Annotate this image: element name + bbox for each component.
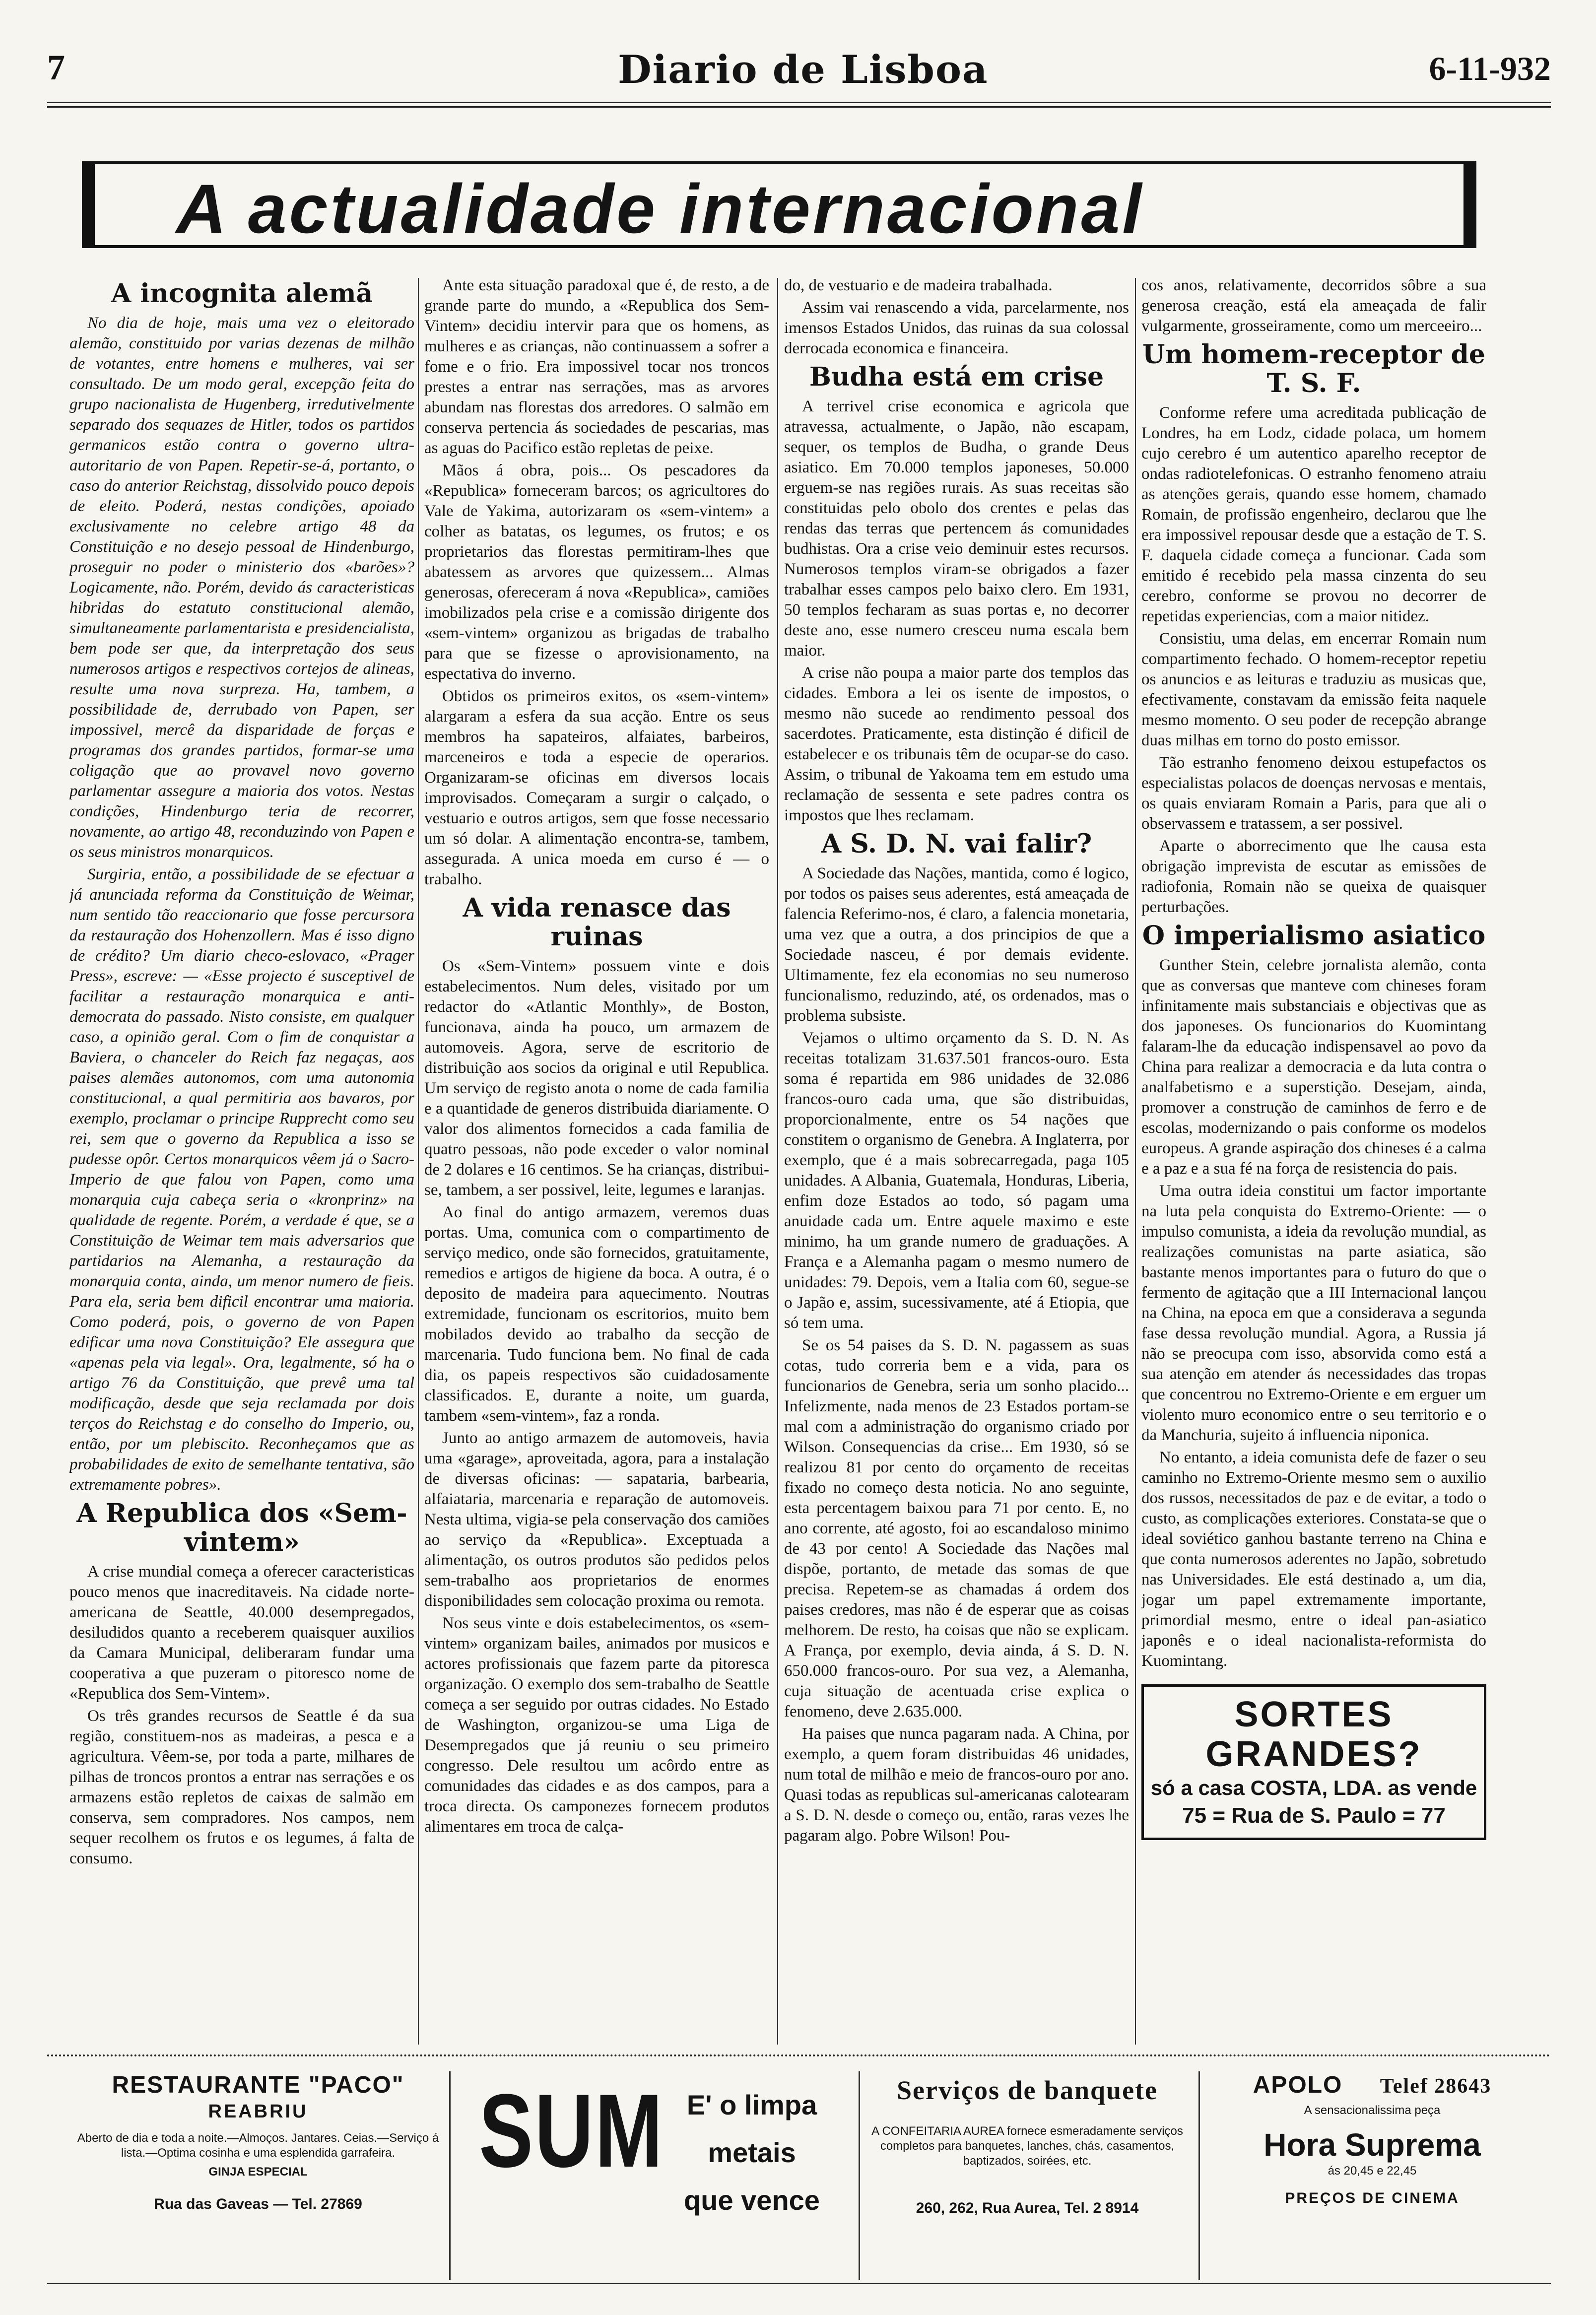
article-paragraph: No entanto, a ideia comunista defe de fazer o seu caminho no Extremo-Oriente mesmo sem o auxilio dos russos, necessitados de paz e de evitar, a todo o custo, as complicações exteriores. Constata-se que o ideal soviético ganhou bastante terreno na China e que conta numerosos aderentes no Japão, sobretudo nas Universidades. Ele está destinado a, um dia, jogar um papel extremamente importante, primordial mesmo, entre o ideal pan-asiatico japonês e o ideal nacionalista-reformista do Kuomintang. <box>1141 1449 1486 1670</box>
article-paragraph: Os três grandes recursos de Seattle é da sua região, constituem-nos as madeiras, a pesca e a agricultura. Vêem-se, por toda a parte, milhares de pilhas de troncos prontos a entrar nas serrações e os armazens estão repletos de caixas de salmão em conserva, sem compradores. Nos campos, nem sequer recolhem os frutos e os legumes, á falta de consumo. <box>69 1707 414 1867</box>
column-1 <box>69 275 414 2047</box>
play-title: Hora Suprema <box>1264 2127 1481 2163</box>
restaurant-details: Aberto de dia e toda a noite.—Almoços. Jantares. Ceias.—Serviço á lista.—Optima cosinha e uma esplendida garrafeira. <box>77 2131 439 2160</box>
article-heading: O imperialismo asiatico <box>1142 921 1486 951</box>
article-paragraph: Ante esta situação paradoxal que é, de resto, a de grande parte do mundo, a «Republica dos Sem-Vintem» decidiu intervir para que os homens, as mulheres e as crianças, não continuassem a sofrer a fome e o frio. Era impossivel tocar nos troncos prestes a entrar nas serrações, mas as arvores abundam nas florestas dos arredores. O salmão em conserva pertencia ás sociedades de pescarias, mas as aguas do Pacifico estão repletas de peixe. <box>424 276 769 457</box>
article-paragraph: A crise mundial começa a oferecer caracteristicas pouco menos que inacreditaveis. Na cidade norte-americana de Seattle, 40.000 desempregados, desiludidos quanto a receberem quaisquer auxilios da Camara Municipal, deliberaram fundar uma cooperativa a que puzeram o pitoresco nome de «Republica dos Sem-Vintem». <box>69 1563 414 1703</box>
restaurant-address: Rua das Gaveas — Tel. 27869 <box>154 2196 362 2212</box>
article-paragraph: Vejamos o ultimo orçamento da S. D. N. As receitas totalizam 31.637.501 francos-ouro. Esta soma é repartida em 986 unidades de 32.086 francos-ouro cada uma, que são distribuidas, proporcionalmente, entre os 54 nações que constitem o organismo de Genebra. A Inglaterra, por exemplo, que é a mais sobrecarregada, paga 105 unidades. A Albania, Guatemala, Honduras, Liberia, enfim doze Estados ao todo, só pagam uma anuidade cada um. Entre aquele maximo e este minimo, ha um grande numero de graduações. A França e a Alemanha pagam o mesmo numero de unidades: 79. Depois, vem a Italia com 60, segue-se o Japão e, assim, sucessivamente, até á Etiopia, que só tem uma. <box>784 1029 1129 1332</box>
article-paragraph: Tão estranho fenomeno deixou estupefactos os especialistas polacos de doenças nervosas e mentais, os quais enviaram Romain a Paris, para que ali o observassem e tratassem, a ser possivel. <box>1141 754 1486 833</box>
advertisement-row <box>47 2054 1551 2295</box>
banquet-address: 260, 262, Rua Aurea, Tel. 2 8914 <box>916 2200 1139 2216</box>
article-heading: A incognita alemã <box>111 278 373 309</box>
masthead <box>47 47 1551 92</box>
article-paragraph: Aparte o aborrecimento que lhe causa esta obrigação imprevista de escutar as emissões de radiofonia, Romain não se queixa de quaisquer perturbações. <box>1141 837 1486 916</box>
banquet-body: A CONFEITARIA AUREA fornece esmeradamente serviços completos para banquetes, lanches, chás, casamentos, baptizados, soirées, etc. <box>871 2124 1183 2168</box>
sum-ad <box>459 2071 851 2280</box>
article-paragraph: Consistiu, uma delas, em encerrar Romain num compartimento fechado. O homem-receptor repetiu os anuncios e as leituras e traduziu as musicas que, efectivamente, constavam da emissão feita naquele mesmo momento. O seu poder de recepção abrange duas milhas em torno do posto emissor. <box>1141 630 1486 749</box>
restaurant-ad <box>77 2071 439 2280</box>
section-banner <box>82 161 1476 248</box>
article-paragraph: Gunther Stein, celebre jornalista alemão, conta que as conversas que manteve com chineses foram infinitamente mais substanciais e objectivas que as dos japoneses. Os funcionarios do Kuomintang falaram-lhe da educação indispensavel ao povo da China para realizar a democracia e da luta contra o analfabetismo e a superstição. Desejam, ainda, promover a construção de caminhos de ferro e de escolas, modernizando o pais conforme os modelos europeus. A grande aspiração dos chineses é a calma e a paz e a sua fé na força de resistencia do pais. <box>1141 956 1486 1178</box>
theatre-header <box>1208 2071 1536 2100</box>
article-heading: Budha está em crise <box>809 362 1104 392</box>
article-paragraph: Conforme refere uma acreditada publicação de Londres, ha em Lodz, cidade polaca, um homem cujo cerebro é um autentico aparelho receptor de ondas radiotelefonicas. O estranho fenomeno atraiu as atenções gerais, quando esse homem, chamado Romain, de profissão engenheiro, declarou que lhe era impossivel repousar desde que a estação de T. S. F. daquela cidade começa a funcionar. Cada som emitido é recebido pela massa cinzenta do seu cerebro, conforme se provou no decorrer de repetidas experiencias, com a maior nitidez. <box>1141 404 1486 625</box>
lottery-ad <box>1141 1684 1486 1840</box>
article-paragraph: No dia de hoje, mais uma vez o eleitorado alemão, constituido por varias dezenas de milhão de votantes, entre homens e mulheres, vai ser consultado. De um modo geral, excepção feita do grupo nacionalista de Hugenberg, irredutivelmente separado dos sequazes de Hitler, todos os partidos germanicos estão contra o governo ultra-autoritario de von Papen. Repetir-se-á, portanto, o caso do anterior Reichstag, dissolvido pouco depois de eleito. Poderá, nestas condições, apoiado exclusivamente no celebre artigo 48 da Constituição e no desejo pessoal de Hindenburgo, proseguir no poder o ministerio dos «barões»? Logicamente, não. Porém, devido ás caracteristicas hibridas do estatuto constitucional alemão, simultaneamente parlamentarista e presidencialista, bem pode ser que, da interpretação dos seus numerosos artigos e respectivos cortejos de alineas, resulte uma nova surpreza. Ha, tambem, a possibilidade de, derrubado von Papen, ser impossivel, mercê da disparidade de forças e programas dos grandes partidos, formar-se uma coligação que ao provavel novo governo parlamentar assegure a maioria dos votos. Nestas condições, Hindenburgo teria de recorrer, novamente, ao artigo 48, reconduzindo von Papen e os seus ministros monarquicos. <box>69 314 414 861</box>
article-paragraph: A terrivel crise economica e agricola que atravessa, actualmente, o Japão, não escapam, sequer, os templos de Budha, o grande Deus asiatico. Em 70.000 templos japoneses, 50.000 erguem-se nas regiões rurais. As suas receitas são constituidas pelo obolo dos crentes e pelas das rendas das terras que pertencem ás comunidades budhistas. Ora a crise veio deminuir estes recursos. Numerosos templos viram-se obrigados a fazer trabalhar esses campos pelo baixo clero. Em 1931, 50 templos fecharam as suas portas e, no decorrer deste ano, esse numero cresceu numa escala bem maior. <box>784 397 1129 660</box>
ticket-prices: PREÇOS DE CINEMA <box>1285 2190 1460 2206</box>
theatre-phone: Telef 28643 <box>1380 2075 1492 2098</box>
bottom-rule <box>47 2283 1551 2284</box>
column-divider <box>777 278 778 2045</box>
article-heading: A Republica dos «Sem-vintem» <box>76 1498 407 1557</box>
column-divider <box>418 278 419 2045</box>
article-heading: A vida renasce das ruinas <box>463 893 731 952</box>
article-paragraph: A Sociedade das Nações, mantida, como é logico, por todos os paises seus aderentes, está ameaçada de falencia Referimo-nos, é claro, a falencia monetaria, uma vez que a outra, a dos principios de que a Sociedade nasceu, é por demais evidente. Ultimamente, fez ela economias no seu numeroso funcionalismo, reduzindo, até, os ordenados, mas o problema subsiste. <box>784 864 1129 1025</box>
theatre-intro: A sensacionalissima peça <box>1304 2104 1441 2117</box>
banner-left-bar <box>82 161 95 248</box>
issue-date: 6-11-932 <box>1429 50 1551 87</box>
lottery-ad-title: SORTES GRANDES? <box>1205 1695 1422 1774</box>
article-paragraph: Mãos á obra, pois... Os pescadores da «Republica» forneceram barcos; os agricultores do Vale de Yakima, autorizaram os «sem-vintem» a colher as batatas, os legumes, os frutos; e os proprietarios das florestas permitiram-lhes que abatessem as arvores que quizessem... Almas generosas, ofereceram á nova «Republica», camiões imobilizados pela crise e a comissão dirigente dos «sem-vintem» organizou as brigadas de trabalho para que se fizesse o aprovisionamento, na espectativa do inverno. <box>424 462 769 683</box>
article-paragraph: Os «Sem-Vintem» possuem vinte e dois estabelecimentos. Num deles, visitado por um redactor do «Atlantic Monthly», de Boston, funcionava, ainda ha pouco, um armazem de automoveis. Agora, serve de escritorio de distribuição aos socios da original e util Republica. Um serviço de registo anota o nome de cada familia e a quantidade de generos distribuida diariamente. O valor dos alimentos fornecidos a cada familia de quatro pessoas, não pode exceder o valor nominal de 2 dolares e 16 centimos. Se ha crianças, distribui-se, tambem, a ser possivel, leite, legumes e laranjas. <box>424 957 769 1199</box>
column-divider <box>1135 278 1136 2045</box>
banquet-title: Serviços de banquete <box>897 2075 1158 2105</box>
sum-slogan-line: que vence <box>684 2184 820 2216</box>
article-paragraph: Assim vai renascendo a vida, parcelarmente, nos imensos Estados Unidos, das ruinas da sua colossal derrocada economica e financeira. <box>784 299 1129 357</box>
ad-divider <box>1198 2071 1200 2280</box>
theatre-name: APOLO <box>1253 2072 1343 2098</box>
restaurant-name: RESTAURANTE "PACO" <box>112 2072 404 2098</box>
ad-divider <box>859 2071 860 2280</box>
article-paragraph: Ao final do antigo armazem, veremos duas portas. Uma, comunica com o compartimento de serviço medico, onde são fornecidos, gratuitamente, remedios e artigos de higiene da boca. A outra, é o deposito de madeira para aquecimento. Noutras extremidade, funcionam os escritorios, muito bem mobilados devido ao trabalho da secção de marcenaria. Tudo funciona bem. No final de cada dia, os papeis respectivos são cuidadosamente classificados. E, durante a noite, um guarda, tambem «sem-vintem», faz a ronda. <box>424 1203 769 1425</box>
restaurant-status: REABRIU <box>208 2101 308 2122</box>
ad-divider <box>449 2071 451 2280</box>
column-4 <box>1141 275 1486 2047</box>
newspaper-title: Diario de Lisboa <box>618 47 989 92</box>
sum-brand: SUM <box>479 2072 665 2189</box>
article-paragraph: Junto ao antigo armazem de automoveis, havia uma «garage», aproveitada, agora, para a instalação de diversas oficinas: — sapataria, barbearia, alfaiataria, marcenaria e reparação de automoveis. Nesta ultima, vigia-se pela conservação dos camiões ao serviço da «Republica». Exceptuada a alimentação, os outros produtos são pedidos pelos sem-trabalho aos proprietarios de enormes disponibilidades sem colocação proxima ou remota. <box>424 1429 769 1610</box>
show-times: ás 20,45 e 22,45 <box>1328 2164 1417 2178</box>
column-2 <box>424 275 769 2047</box>
sum-slogan-line: E' o limpa <box>686 2089 817 2120</box>
sum-slogan-line: metais <box>708 2137 796 2168</box>
article-paragraph: do, de vestuario e de madeira trabalhada. <box>784 276 1053 294</box>
lottery-ad-seller: só a casa COSTA, LDA. as vende <box>1150 1776 1477 1799</box>
theatre-ad <box>1208 2071 1536 2280</box>
article-paragraph: A crise não poupa a maior parte dos templos das cidades. Embora a lei os isente de impostos, o mesmo não sucede ao rendimento pessoal dos sacerdotes. Praticamente, esta distinção é dificil de estabelecer e os tribunais têm de ocupar-se do caso. Assim, o tribunal de Yakoama tem em estudo uma reclamação de sessenta e sete padres contra os impostos que lhes reclamam. <box>784 664 1129 824</box>
sum-slogan <box>667 2081 836 2224</box>
banner-right-bar <box>1463 161 1476 248</box>
masthead-rule <box>47 102 1551 108</box>
article-paragraph: Obtidos os primeiros exitos, os «sem-vintem» alargaram a esfera da sua acção. Entre os seus membros ha sapateiros, alfaiates, barbeiros, marceneiros e toda a especie de operarios. Organizaram-se oficinas em diversos locais improvisados. Começaram a surgir o calçado, o vestuario e outros artigos, sem que fosse necessario um só dolar. A alimentação encontra-se, tambem, assegurada. A unica moeda em curso é — o trabalho. <box>424 687 769 888</box>
article-paragraph: Uma outra ideia constitui um factor importante na luta pela conquista do Extremo-Oriente: — o impulso comunista, a ideia da revolução mundial, as realizações comunistas na parte asiatica, são bastante menos importantes para o futuro do que o fermento de agitação que a III Internacional lançou na China, na epoca em que a considerava a segunda fase dessa revolução mundial. Agora, a Russia já não se preocupa com isso, absorvida como está a sua atenção em atender ás necessidades das tropas que concentrou no Extremo-Oriente e em erguer um violento muro economico entre o seu territorio e o da Manchuria, sujeito á influencia niponica. <box>1141 1182 1486 1444</box>
article-paragraph: Surgiria, então, a possibilidade de se efectuar a já anunciada reforma da Constituição de Weimar, num sentido tão reaccionario que fosse percursora da restauração dos Hohenzollern. Mas é isso digno de crédito? Um diario checo-eslovaco, «Prager Press», escreve: — «Esse projecto é susceptivel de facilitar a restauração monarquica e anti-democrata do passado. Nisto consiste, em qualquer caso, a opinião geral. Com o fim de conquistar a Baviera, o chanceler do Reich faz negaças, aos paises alemães autonomos, com uma autonomia constitucional, a qual permitiria aos bavaros, por exemplo, proclamar o principe Rupprecht como seu rei, sem que o governo da Republica a isso se pudesse opôr. Certos monarquicos vêem já o Sacro-Imperio de que falou von Papen, como uma monarquia cuja cabeça seria o «kronprinz» na qualidade de regente. Porém, a verdade é que, se a Constituição de Weimar tem mais adversarios que partidarios na Alemanha, a restauração da monarquia conta, ainda, um menor numero de fieis. Para ela, seria bem dificil encontrar uma maioria. Como poderá, pois, o governo de von Papen edificar uma nova Constituição? Ele assegura que «apenas pela via legal». Ora, legalmente, só ha o artigo 76 da Constituição, que prevê uma tal modificação, desde que seja reclamada por dois terços do Reichstag e do conselho do Imperio, ou, então, por um plebiscito. Reconheçamos que as probabilidades de exito de semelhante tentativa, são extremamente pobres». <box>69 865 414 1494</box>
restaurant-special: GINJA ESPECIAL <box>208 2165 308 2179</box>
article-heading: A S. D. N. vai falir? <box>821 829 1092 859</box>
article-paragraph: Nos seus vinte e dois estabelecimentos, os «sem-vintem» organizam bailes, animados por musicos e actores profissionais que fazem parte da pitoresca organização. O exemplo dos sem-trabalho de Seattle começa a ser seguido por outras cidades. No Estado de Washington, organizou-se uma Liga de Desempregados que já reuniu o seu primeiro congresso. Dele resultou um acôrdo entre as comunidades das cidades e as dos campos, para a troca directa. Os camponezes fornecem produtos alimentares em troca de calça- <box>424 1614 769 1836</box>
lottery-ad-address: 75 = Rua de S. Paulo = 77 <box>1182 1803 1446 1828</box>
section-title: A actualidade internacional <box>176 170 1144 248</box>
article-paragraph: Ha paises que nunca pagaram nada. A China, por exemplo, a quem foram distribuidas 46 unidades, num total de milhão e meio de francos-ouro por ano. Quasi todas as republicas sul-americanas calotearam a S. D. N. desde o começo ou, então, raras vezes lhe pagaram algo. Pobre Wilson! Pou- <box>784 1725 1129 1845</box>
article-paragraph: cos anos, relativamente, decorridos sôbre a sua generosa creação, está ela ameaçada de falir vulgarmente, grosseiramente, como um merceeiro... <box>1141 276 1486 335</box>
column-3 <box>784 275 1129 2047</box>
article-heading: Um homem-receptor de T. S. F. <box>1142 339 1485 398</box>
article-paragraph: Se os 54 paises da S. D. N. pagassem as suas cotas, tudo correria bem e a vida, para os funcionarios de Genebra, seria um sonho placido... Infelizmente, nada menos de 23 Estados portam-se mal com a administração do organismo criado por Wilson. Consequencias da crise... Em 1930, só se realizou 81 por cento do orçamento de receitas fixado no começo desta noticia. No ano seguinte, esta percentagem baixou para 71 por cento. E, no ano corrente, até agosto, foi ao escandaloso minimo de 43 por cento! A Sociedade das Nações mal dispõe, portanto, de metade das somas de que precisa. Repetem-se as chamadas á ordem dos paises credores, mas não é de esperar que as coisas melhorem. De resto, ha coisas que não se explicam. A França, por exemplo, devia ainda, á S. D. N. 650.000 francos-ouro. Por sua vez, a Alemanha, cuja situação de acentuada crise explica o fenomeno, deve 2.635.000. <box>784 1336 1129 1720</box>
banquet-ad <box>866 2071 1189 2280</box>
page-number: 7 <box>47 48 65 87</box>
